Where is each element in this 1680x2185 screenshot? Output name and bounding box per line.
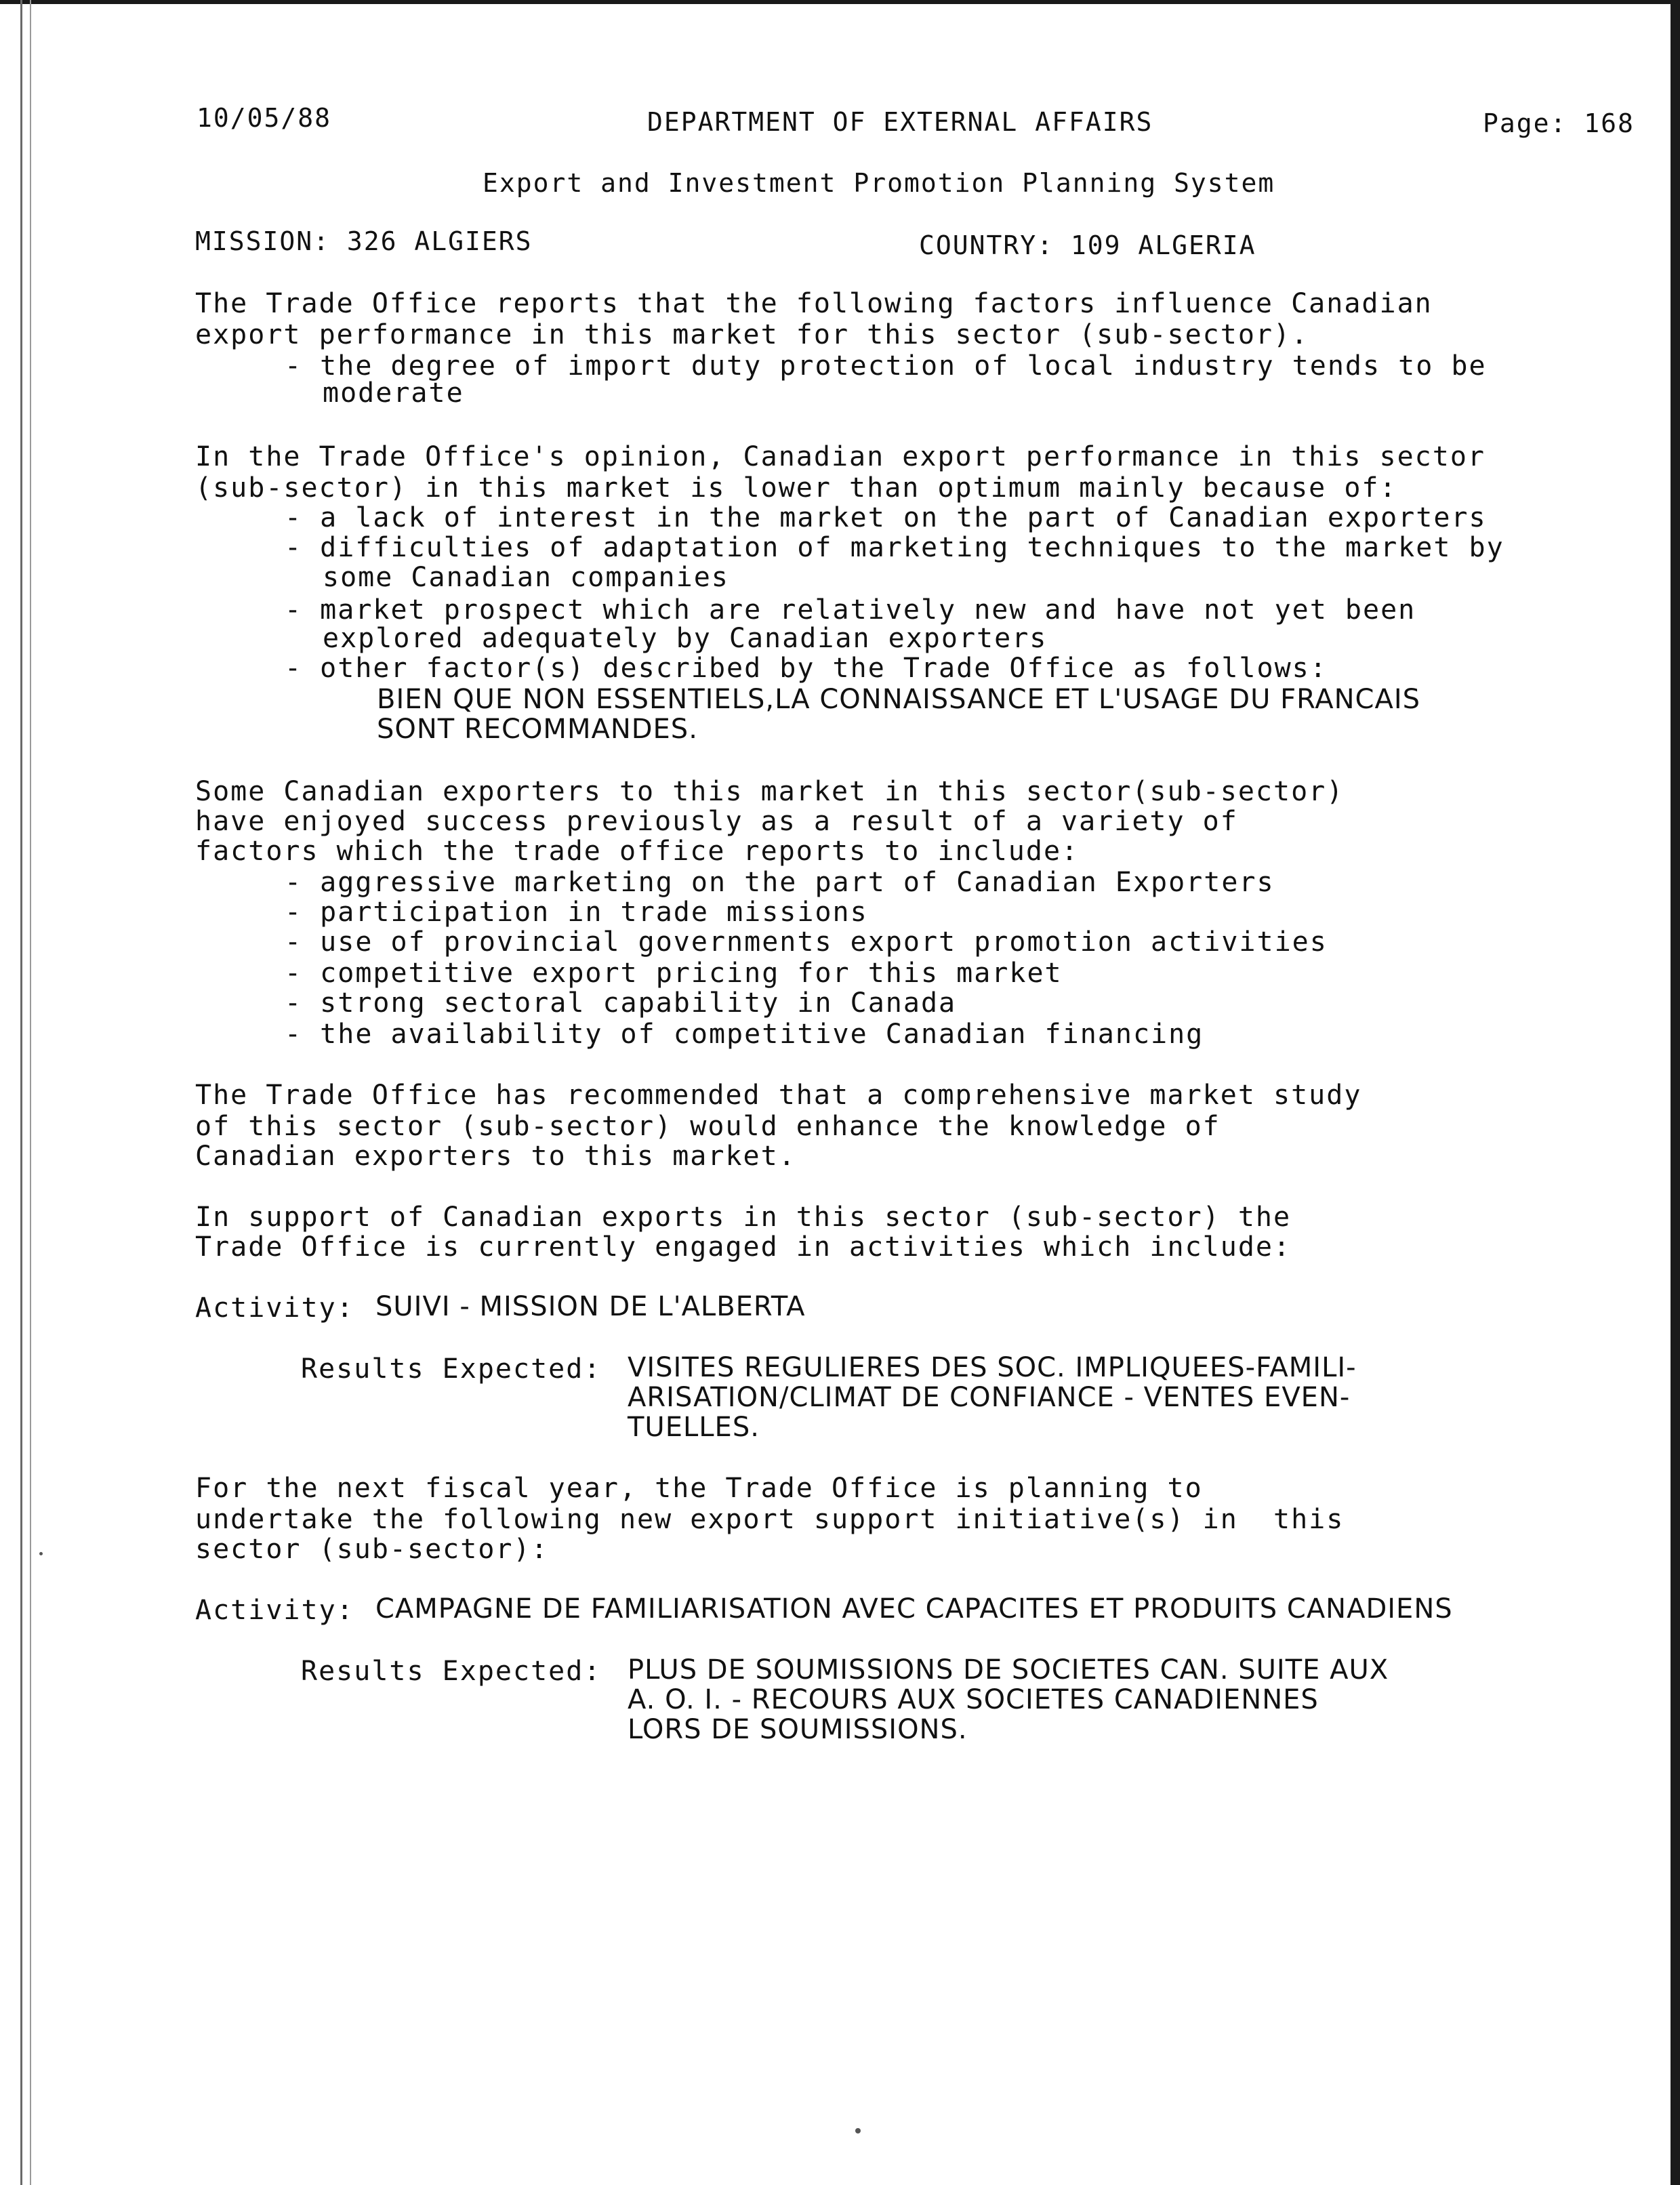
activity-label: Activity:: [195, 1292, 354, 1324]
scan-edge-line: [20, 0, 22, 2185]
success-intro-line1: Some Canadian exporters to this market in this sector(sub-sector): [195, 776, 1345, 807]
results-expected-line1: VISITES REGULIERES DES SOC. IMPLIQUEES-FAMILI-: [628, 1352, 1357, 1383]
success-item: - competitive export pricing for this market: [285, 958, 1063, 989]
opinion-item: - market prospect which are relatively new and have not yet been: [285, 594, 1416, 626]
opinion-item: - difficulties of adaptation of marketing techniques to the market by: [285, 532, 1504, 563]
opinion-item: - a lack of interest in the market on the part of Canadian exporters: [285, 502, 1487, 533]
planned-results-line2: A. O. I. - RECOURS AUX SOCIETES CANADIENNES: [628, 1684, 1319, 1715]
scan-border-right: [1671, 0, 1680, 2185]
factors-intro-line1: The Trade Office reports that the following factors influence Canadian: [195, 288, 1433, 319]
recommendation-line2: of this sector (sub-sector) would enhance the knowledge of: [195, 1111, 1221, 1142]
next-year-line3: sector (sub-sector):: [195, 1534, 549, 1565]
opinion-item-continued: some Canadian companies: [323, 562, 729, 593]
activity-label: Activity:: [195, 1595, 354, 1626]
next-year-line1: For the next fiscal year, the Trade Office is planning to: [195, 1473, 1203, 1504]
opinion-item-continued: explored adequately by Canadian exporters: [323, 623, 1048, 654]
results-expected-label: Results Expected:: [301, 1353, 602, 1385]
department-title: DEPARTMENT OF EXTERNAL AFFAIRS: [647, 107, 1153, 137]
success-intro-line3: factors which the trade office reports to include:: [195, 836, 1080, 867]
page-number: Page: 168: [1483, 108, 1635, 138]
success-item: - aggressive marketing on the part of Canadian Exporters: [285, 867, 1275, 898]
success-intro-line2: have enjoyed success previously as a result of a variety of: [195, 806, 1238, 837]
results-expected-line3: TUELLES.: [628, 1412, 760, 1443]
success-item: - participation in trade missions: [285, 897, 868, 928]
factors-intro-line2: export performance in this market for this sector (sub-sector).: [195, 319, 1309, 350]
scan-edge-line-secondary: [30, 0, 31, 2185]
next-year-line2: undertake the following new export support initiative(s) in this: [195, 1504, 1345, 1535]
scan-speck: [39, 1552, 43, 1555]
opinion-intro-line2: (sub-sector) in this market is lower than optimum mainly because of:: [195, 472, 1397, 504]
success-item: - the availability of competitive Canadian financing: [285, 1019, 1204, 1050]
factor-item-continued: moderate: [323, 377, 464, 409]
current-activity-value: SUIVI - MISSION DE L'ALBERTA: [375, 1291, 806, 1322]
planned-results-line3: LORS DE SOUMISSIONS.: [628, 1714, 968, 1745]
planned-results-line1: PLUS DE SOUMISSIONS DE SOCIETES CAN. SUITE AUX: [628, 1654, 1389, 1686]
report-date: 10/05/88: [197, 103, 332, 133]
mission-field: MISSION: 326 ALGIERS: [195, 226, 533, 256]
scan-border-top: [0, 0, 1680, 4]
current-activities-line2: Trade Office is currently engaged in activities which include:: [195, 1231, 1292, 1263]
document-subtitle: Export and Investment Promotion Planning System: [483, 168, 1275, 198]
factor-item: - the degree of import duty protection of local industry tends to be: [285, 350, 1487, 382]
opinion-intro-line1: In the Trade Office's opinion, Canadian export performance in this sector: [195, 441, 1486, 472]
recommendation-line1: The Trade Office has recommended that a comprehensive market study: [195, 1080, 1362, 1111]
other-factor-detail: BIEN QUE NON ESSENTIELS,LA CONNAISSANCE ET L'USAGE DU FRANCAIS: [377, 684, 1421, 715]
recommendation-line3: Canadian exporters to this market.: [195, 1141, 796, 1172]
success-item: - strong sectoral capability in Canada: [285, 987, 957, 1019]
success-item: - use of provincial governments export promotion activities: [285, 926, 1328, 958]
other-factor-detail-continued: SONT RECOMMANDES.: [377, 714, 698, 745]
current-activities-line1: In support of Canadian exports in this sector (sub-sector) the: [195, 1202, 1292, 1233]
results-expected-label: Results Expected:: [301, 1656, 602, 1687]
results-expected-line2: ARISATION/CLIMAT DE CONFIANCE - VENTES EVEN-: [628, 1382, 1351, 1413]
country-field: COUNTRY: 109 ALGERIA: [919, 230, 1256, 260]
scan-speck: [855, 2128, 861, 2133]
planned-activity-value: CAMPAGNE DE FAMILIARISATION AVEC CAPACITES ET PRODUITS CANADIENS: [375, 1593, 1453, 1625]
opinion-item: - other factor(s) described by the Trade Office as follows:: [285, 653, 1328, 684]
